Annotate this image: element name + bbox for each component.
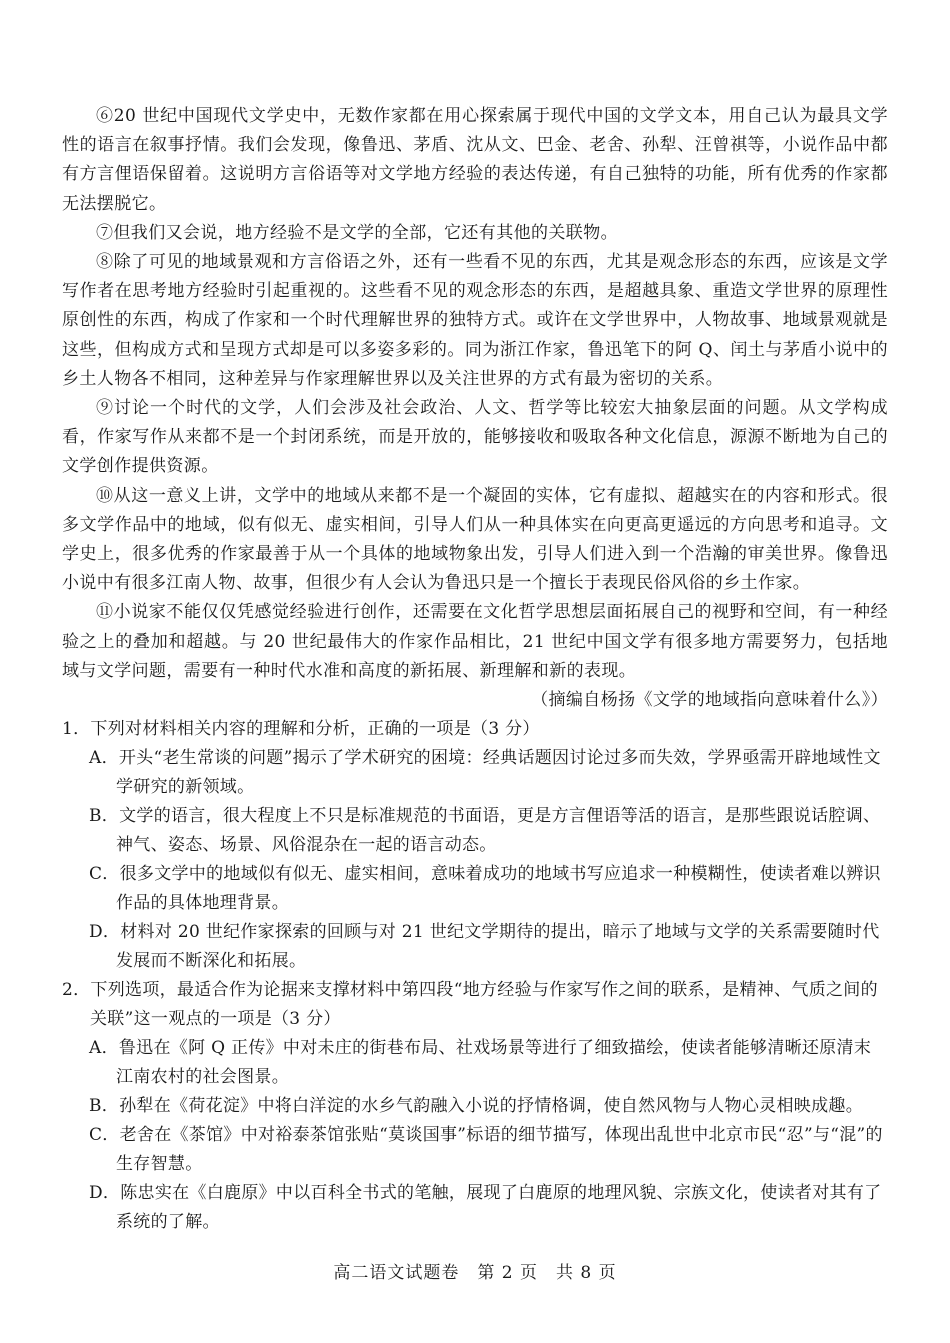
option-c: C．老舍在《茶馆》中对裕泰茶馆张贴“莫谈国事”标语的细节描写，体现出乱世中北京市民“忍”与“混”的生存智慧。 bbox=[89, 1125, 883, 1175]
passage-paragraph-8: ⑧除了可见的地域景观和方言俗语之外，还有一些看不见的东西，尤其是观念形态的东西，应该是文学写作者在思考地方经验时引起重视的。这些看不见的观念形态的东西，是超越具象、重造文学世界的原理性原创性的东西，构成了作家和一个时代理解世界的独特方式。或许在文学世界中，人物故事、地域景观就是这些，但构成方式和呈现方式却是可以多姿多彩的。同为浙江作家，鲁迅笔下的阿 Q、闰土与茅盾小说中的乡土人物各不相同，这种差异与作家理解世界以及关注世界的方式有最为密切的关系。 bbox=[62, 252, 888, 389]
option-c: C．很多文学中的地域似有似无、虚实相间，意味着成功的地域书写应追求一种模糊性，使读者难以辨识作品的具体地理背景。 bbox=[89, 864, 881, 914]
passage-source: （摘编自杨扬《文学的地域指向意味着什么》） bbox=[531, 690, 888, 711]
option-b: B．孙犁在《荷花淀》中将白洋淀的水乡气韵融入小说的抒情格调，使自然风物与人物心灵相映成趣。 bbox=[89, 1096, 863, 1117]
option-a: A．鲁迅在《阿 Q 正传》中对未庄的街巷布局、社戏场景等进行了细致描绘，使读者能够清晰还原清末江南农村的社会图景。 bbox=[89, 1038, 872, 1088]
option-a: A．开头“老生常谈的问题”揭示了学术研究的困境：经典话题因讨论过多而失效，学界亟需开辟地域性文学研究的新领域。 bbox=[89, 748, 881, 798]
option-b: B．文学的语言，很大程度上不只是标准规范的书面语，更是方言俚语等活的语言，是那些跟说话腔调、神气、姿态、场景、风俗混杂在一起的语言动态。 bbox=[89, 806, 881, 856]
option-d: D．材料对 20 世纪作家探索的回顾与对 21 世纪文学期待的提出，暗示了地域与文学的关系需要随时代发展而不断深化和拓展。 bbox=[89, 922, 880, 972]
reading-passage bbox=[62, 102, 888, 715]
question-2 bbox=[62, 976, 888, 1237]
passage-paragraph-6: ⑥20 世纪中国现代文学史中，无数作家都在用心探索属于现代中国的文学文本，用自己认为最具文学性的语言在叙事抒情。我们会发现，像鲁迅、茅盾、沈从文、巴金、老舍、孙犁、汪曾祺等，小说作品中都有方言俚语保留着。这说明方言俗语等对文学地方经验的表达传递，有自己独特的功能，所有优秀的作家都无法摆脱它。 bbox=[62, 106, 888, 214]
page-footer: 高二语文试题卷 第 2 页 共 8 页 bbox=[333, 1263, 617, 1283]
option-d: D．陈忠实在《白鹿原》中以百科全书式的笔触，展现了白鹿原的地理风貌、宗族文化，使读者对其有了系统的了解。 bbox=[89, 1183, 882, 1233]
passage-paragraph-10: ⑩从这一意义上讲，文学中的地域从来都不是一个凝固的实体，它有虚拟、超越实在的内容和形式。很多文学作品中的地域，似有似无、虚实相间，引导人们从一种具体实在向更高更遥远的方向思考和追寻。文学史上，很多优秀的作家最善于从一个具体的地域物象出发，引导人们进入到一个浩瀚的审美世界。像鲁迅小说中有很多江南人物、故事，但很少有人会认为鲁迅只是一个擅长于表现民俗风俗的乡土作家。 bbox=[62, 485, 888, 594]
question-stem: 2．下列选项，最适合作为论据来支撑材料中第四段“地方经验与作家写作之间的联系，是精神、气质之间的关联”这一观点的一项是（3 分） bbox=[62, 980, 878, 1030]
passage-paragraph-11: ⑪小说家不能仅仅凭感觉经验进行创作，还需要在文化哲学思想层面拓展自己的视野和空间，有一种经验之上的叠加和超越。与 20 世纪最伟大的作家作品相比，21 世纪中国文学有很多地方需要努力，包括地域与文学问题，需要有一种时代水准和高度的新拓展、新理解和新的表现。 bbox=[62, 602, 888, 681]
question-1 bbox=[62, 715, 888, 976]
passage-paragraph-9: ⑨讨论一个时代的文学，人们会涉及社会政治、人文、哲学等比较宏大抽象层面的问题。从文学构成看，作家写作从来都不是一个封闭系统，而是开放的，能够接收和吸取各种文化信息，源源不断地为自己的文学创作提供资源。 bbox=[62, 398, 888, 477]
passage-paragraph-7: ⑦但我们又会说，地方经验不是文学的全部，它还有其他的关联物。 bbox=[96, 222, 618, 243]
question-stem: 1．下列对材料相关内容的理解和分析，正确的一项是（3 分） bbox=[62, 719, 540, 740]
